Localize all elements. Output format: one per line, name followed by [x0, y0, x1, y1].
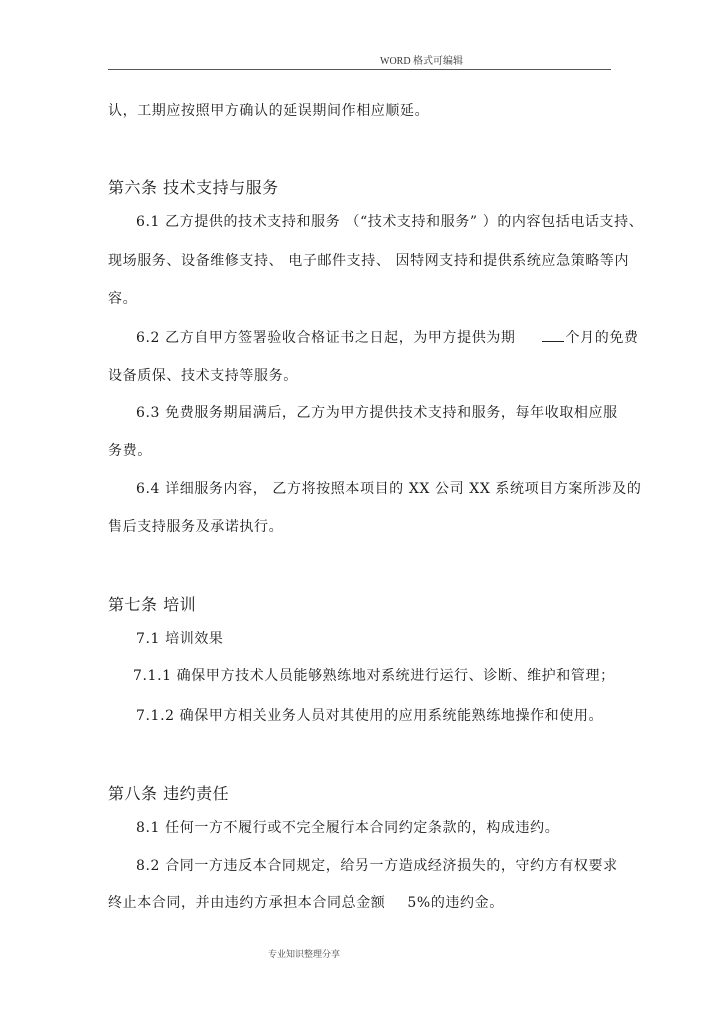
clause-6-1-line-3: 容。	[108, 291, 138, 307]
clause-6-3-line-1: 6.3 免费服务期届满后，乙方为甲方提供技术支持和服务，每年收取相应服	[136, 405, 618, 421]
clause-6-2-line-1	[136, 327, 639, 347]
clause-7-1: 7.1 培训效果	[136, 631, 224, 647]
clause-6-2-text-a: 6.2 乙方自甲方签署验收合格证书之日起，为甲方提供为期	[136, 330, 516, 346]
period-blank	[542, 329, 564, 342]
clause-8-2-text-b: 5%的违约金。	[407, 895, 504, 911]
header-rule	[108, 69, 611, 70]
clause-8-2-line-2	[108, 892, 504, 912]
clause-8-1: 8.1 任何一方不履行或不完全履行本合同约定条款的，构成违约。	[136, 820, 560, 836]
clause-8-2-line-1: 8.2 合同一方违反本合同规定，给另一方造成经济损失的，守约方有权要求	[136, 858, 618, 874]
article-7-title: 第七条 培训	[108, 595, 197, 614]
page-header: WORD 格式可编辑	[380, 56, 464, 67]
clause-6-2-text-b: 个月的免费	[565, 330, 639, 346]
clause-6-4-line-2: 售后支持服务及承诺执行。	[108, 519, 284, 535]
clause-6-1-line-1: 6.1 乙方提供的技术支持和服务 （“技术支持和服务” ）的内容包括电话支持、	[136, 214, 644, 230]
intro-line: 认，工期应按照甲方确认的延误期间作相应顺延。	[108, 103, 430, 119]
clause-6-4-line-1: 6.4 详细服务内容， 乙方将按照本项目的 XX 公司 XX 系统项目方案所涉及的	[136, 481, 642, 497]
article-6-title: 第六条 技术支持与服务	[108, 178, 279, 197]
article-8-title: 第八条 违约责任	[108, 784, 230, 803]
clause-8-2-text-a: 终止本合同，并由违约方承担本合同总金额	[108, 895, 386, 911]
clause-7-1-2: 7.1.2 确保甲方相关业务人员对其使用的应用系统能熟练地操作和使用。	[136, 708, 604, 724]
clause-6-3-line-2: 务费。	[108, 443, 152, 459]
clause-7-1-1: 7.1.1 确保甲方技术人员能够熟练地对系统进行运行、诊断、维护和管理；	[133, 668, 615, 684]
clause-6-1-line-2: 现场服务、设备维修支持、 电子邮件支持、 因特网支持和提供系统应急策略等内	[108, 253, 630, 269]
clause-6-2-line-2: 设备质保、技术支持等服务。	[108, 368, 298, 384]
page-footer: 专业知识整理分享	[268, 950, 341, 960]
